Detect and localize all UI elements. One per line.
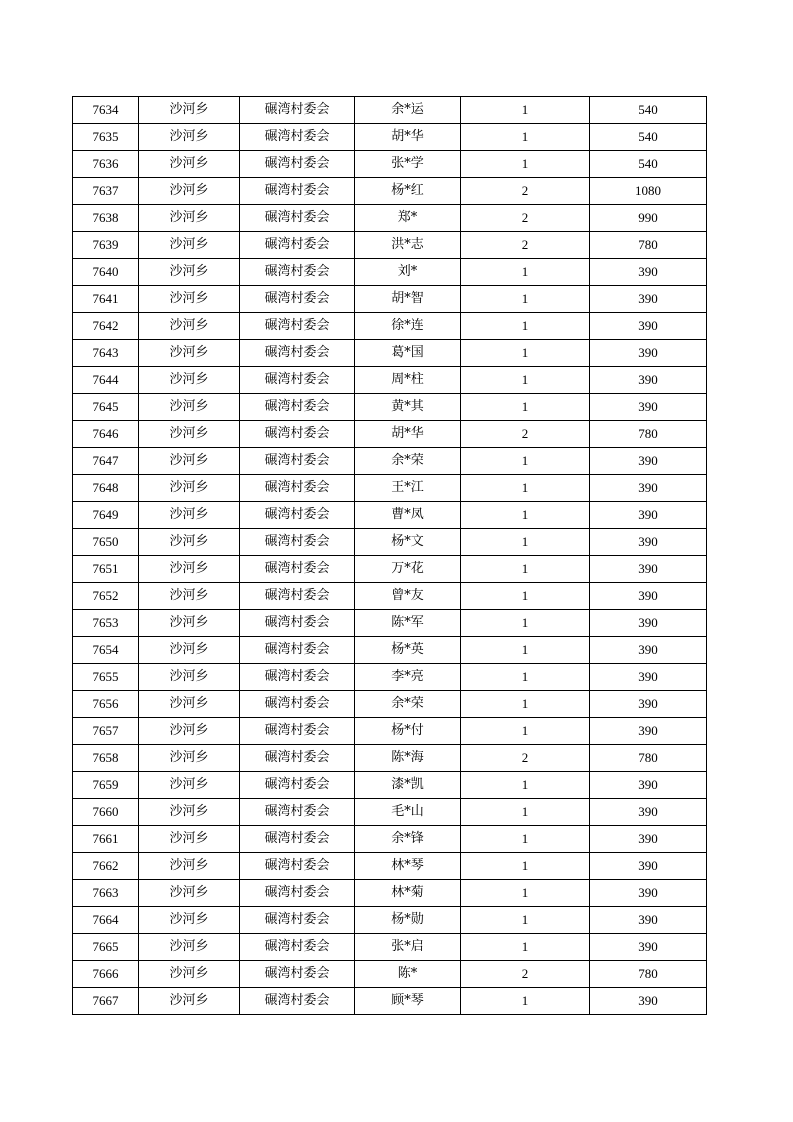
name-cell: 杨*付	[355, 718, 461, 745]
serial-number-cell: 7641	[73, 286, 139, 313]
township-cell: 沙河乡	[139, 205, 240, 232]
serial-number-cell: 7636	[73, 151, 139, 178]
amount-cell: 390	[590, 907, 707, 934]
amount-cell: 390	[590, 934, 707, 961]
name-cell: 徐*连	[355, 313, 461, 340]
amount-cell: 390	[590, 448, 707, 475]
amount-cell: 390	[590, 367, 707, 394]
amount-cell: 390	[590, 691, 707, 718]
village-committee-cell: 碾湾村委会	[240, 772, 355, 799]
name-cell: 黄*其	[355, 394, 461, 421]
township-cell: 沙河乡	[139, 610, 240, 637]
amount-cell: 390	[590, 583, 707, 610]
township-cell: 沙河乡	[139, 772, 240, 799]
household-count-cell: 1	[461, 772, 590, 799]
table-row	[73, 502, 707, 529]
table-row	[73, 853, 707, 880]
amount-cell: 780	[590, 745, 707, 772]
name-cell: 杨*红	[355, 178, 461, 205]
amount-cell: 540	[590, 124, 707, 151]
amount-cell: 390	[590, 610, 707, 637]
table-row	[73, 664, 707, 691]
serial-number-cell: 7640	[73, 259, 139, 286]
name-cell: 胡*华	[355, 421, 461, 448]
household-count-cell: 1	[461, 610, 590, 637]
village-committee-cell: 碾湾村委会	[240, 124, 355, 151]
township-cell: 沙河乡	[139, 637, 240, 664]
amount-cell: 390	[590, 259, 707, 286]
township-cell: 沙河乡	[139, 124, 240, 151]
village-committee-cell: 碾湾村委会	[240, 934, 355, 961]
amount-cell: 390	[590, 340, 707, 367]
township-cell: 沙河乡	[139, 745, 240, 772]
name-cell: 葛*国	[355, 340, 461, 367]
name-cell: 余*荣	[355, 691, 461, 718]
amount-cell: 390	[590, 529, 707, 556]
table-row	[73, 124, 707, 151]
household-count-cell: 2	[461, 961, 590, 988]
household-count-cell: 1	[461, 637, 590, 664]
village-committee-cell: 碾湾村委会	[240, 448, 355, 475]
name-cell: 林*菊	[355, 880, 461, 907]
household-count-cell: 1	[461, 97, 590, 124]
amount-cell: 390	[590, 826, 707, 853]
serial-number-cell: 7658	[73, 745, 139, 772]
name-cell: 林*琴	[355, 853, 461, 880]
household-count-cell: 1	[461, 691, 590, 718]
table-row	[73, 340, 707, 367]
township-cell: 沙河乡	[139, 907, 240, 934]
amount-cell: 390	[590, 475, 707, 502]
amount-cell: 390	[590, 637, 707, 664]
township-cell: 沙河乡	[139, 934, 240, 961]
township-cell: 沙河乡	[139, 502, 240, 529]
household-count-cell: 2	[461, 178, 590, 205]
village-committee-cell: 碾湾村委会	[240, 367, 355, 394]
table-row	[73, 718, 707, 745]
township-cell: 沙河乡	[139, 421, 240, 448]
serial-number-cell: 7649	[73, 502, 139, 529]
name-cell: 余*运	[355, 97, 461, 124]
village-committee-cell: 碾湾村委会	[240, 799, 355, 826]
township-cell: 沙河乡	[139, 394, 240, 421]
name-cell: 郑*	[355, 205, 461, 232]
amount-cell: 390	[590, 394, 707, 421]
name-cell: 胡*智	[355, 286, 461, 313]
name-cell: 陈*军	[355, 610, 461, 637]
household-count-cell: 1	[461, 340, 590, 367]
table-row	[73, 772, 707, 799]
serial-number-cell: 7639	[73, 232, 139, 259]
table-row	[73, 745, 707, 772]
village-committee-cell: 碾湾村委会	[240, 394, 355, 421]
serial-number-cell: 7652	[73, 583, 139, 610]
serial-number-cell: 7648	[73, 475, 139, 502]
serial-number-cell: 7667	[73, 988, 139, 1015]
table-row	[73, 97, 707, 124]
serial-number-cell: 7655	[73, 664, 139, 691]
township-cell: 沙河乡	[139, 475, 240, 502]
village-committee-cell: 碾湾村委会	[240, 232, 355, 259]
amount-cell: 390	[590, 772, 707, 799]
serial-number-cell: 7653	[73, 610, 139, 637]
township-cell: 沙河乡	[139, 448, 240, 475]
table-row	[73, 934, 707, 961]
village-committee-cell: 碾湾村委会	[240, 151, 355, 178]
household-count-cell: 1	[461, 799, 590, 826]
amount-cell: 780	[590, 421, 707, 448]
amount-cell: 990	[590, 205, 707, 232]
township-cell: 沙河乡	[139, 988, 240, 1015]
household-count-cell: 1	[461, 664, 590, 691]
village-committee-cell: 碾湾村委会	[240, 421, 355, 448]
village-committee-cell: 碾湾村委会	[240, 745, 355, 772]
name-cell: 顾*琴	[355, 988, 461, 1015]
village-committee-cell: 碾湾村委会	[240, 475, 355, 502]
name-cell: 王*江	[355, 475, 461, 502]
township-cell: 沙河乡	[139, 664, 240, 691]
township-cell: 沙河乡	[139, 583, 240, 610]
table-row	[73, 961, 707, 988]
table-row	[73, 529, 707, 556]
village-committee-cell: 碾湾村委会	[240, 178, 355, 205]
amount-cell: 540	[590, 97, 707, 124]
name-cell: 刘*	[355, 259, 461, 286]
township-cell: 沙河乡	[139, 178, 240, 205]
table-row	[73, 394, 707, 421]
table-row	[73, 988, 707, 1015]
township-cell: 沙河乡	[139, 97, 240, 124]
serial-number-cell: 7635	[73, 124, 139, 151]
amount-cell: 390	[590, 556, 707, 583]
township-cell: 沙河乡	[139, 961, 240, 988]
household-count-cell: 1	[461, 286, 590, 313]
household-count-cell: 1	[461, 880, 590, 907]
household-count-cell: 1	[461, 826, 590, 853]
village-committee-cell: 碾湾村委会	[240, 880, 355, 907]
township-cell: 沙河乡	[139, 286, 240, 313]
village-committee-cell: 碾湾村委会	[240, 718, 355, 745]
serial-number-cell: 7656	[73, 691, 139, 718]
amount-cell: 390	[590, 718, 707, 745]
village-committee-cell: 碾湾村委会	[240, 907, 355, 934]
serial-number-cell: 7663	[73, 880, 139, 907]
township-cell: 沙河乡	[139, 367, 240, 394]
household-count-cell: 1	[461, 718, 590, 745]
village-committee-cell: 碾湾村委会	[240, 259, 355, 286]
household-count-cell: 1	[461, 124, 590, 151]
serial-number-cell: 7651	[73, 556, 139, 583]
township-cell: 沙河乡	[139, 529, 240, 556]
serial-number-cell: 7665	[73, 934, 139, 961]
household-count-cell: 1	[461, 313, 590, 340]
serial-number-cell: 7650	[73, 529, 139, 556]
household-count-cell: 2	[461, 205, 590, 232]
name-cell: 漆*凯	[355, 772, 461, 799]
amount-cell: 1080	[590, 178, 707, 205]
village-committee-cell: 碾湾村委会	[240, 988, 355, 1015]
household-count-cell: 1	[461, 988, 590, 1015]
table-row	[73, 178, 707, 205]
table-row	[73, 151, 707, 178]
township-cell: 沙河乡	[139, 853, 240, 880]
village-committee-cell: 碾湾村委会	[240, 610, 355, 637]
table-row	[73, 286, 707, 313]
name-cell: 张*启	[355, 934, 461, 961]
village-committee-cell: 碾湾村委会	[240, 583, 355, 610]
serial-number-cell: 7664	[73, 907, 139, 934]
name-cell: 毛*山	[355, 799, 461, 826]
serial-number-cell: 7642	[73, 313, 139, 340]
village-committee-cell: 碾湾村委会	[240, 826, 355, 853]
township-cell: 沙河乡	[139, 826, 240, 853]
township-cell: 沙河乡	[139, 718, 240, 745]
household-count-cell: 1	[461, 556, 590, 583]
table-row	[73, 313, 707, 340]
township-cell: 沙河乡	[139, 691, 240, 718]
serial-number-cell: 7637	[73, 178, 139, 205]
table-row	[73, 826, 707, 853]
name-cell: 陈*	[355, 961, 461, 988]
table-row	[73, 556, 707, 583]
village-committee-cell: 碾湾村委会	[240, 637, 355, 664]
data-table	[72, 96, 707, 1015]
village-committee-cell: 碾湾村委会	[240, 97, 355, 124]
name-cell: 杨*文	[355, 529, 461, 556]
amount-cell: 390	[590, 313, 707, 340]
serial-number-cell: 7647	[73, 448, 139, 475]
serial-number-cell: 7654	[73, 637, 139, 664]
name-cell: 余*荣	[355, 448, 461, 475]
township-cell: 沙河乡	[139, 556, 240, 583]
serial-number-cell: 7644	[73, 367, 139, 394]
township-cell: 沙河乡	[139, 799, 240, 826]
table-row	[73, 583, 707, 610]
village-committee-cell: 碾湾村委会	[240, 502, 355, 529]
village-committee-cell: 碾湾村委会	[240, 853, 355, 880]
village-committee-cell: 碾湾村委会	[240, 556, 355, 583]
name-cell: 曹*凤	[355, 502, 461, 529]
village-committee-cell: 碾湾村委会	[240, 664, 355, 691]
household-count-cell: 1	[461, 475, 590, 502]
household-count-cell: 2	[461, 232, 590, 259]
name-cell: 张*学	[355, 151, 461, 178]
household-count-cell: 1	[461, 529, 590, 556]
table-row	[73, 880, 707, 907]
table-row	[73, 610, 707, 637]
serial-number-cell: 7661	[73, 826, 139, 853]
name-cell: 杨*英	[355, 637, 461, 664]
name-cell: 李*亮	[355, 664, 461, 691]
table-row	[73, 907, 707, 934]
serial-number-cell: 7645	[73, 394, 139, 421]
serial-number-cell: 7666	[73, 961, 139, 988]
amount-cell: 390	[590, 502, 707, 529]
household-count-cell: 1	[461, 934, 590, 961]
township-cell: 沙河乡	[139, 340, 240, 367]
serial-number-cell: 7659	[73, 772, 139, 799]
village-committee-cell: 碾湾村委会	[240, 691, 355, 718]
table-row	[73, 637, 707, 664]
village-committee-cell: 碾湾村委会	[240, 286, 355, 313]
table-row	[73, 259, 707, 286]
household-count-cell: 1	[461, 367, 590, 394]
village-committee-cell: 碾湾村委会	[240, 340, 355, 367]
table-row	[73, 367, 707, 394]
village-committee-cell: 碾湾村委会	[240, 961, 355, 988]
name-cell: 陈*海	[355, 745, 461, 772]
table-row	[73, 421, 707, 448]
amount-cell: 390	[590, 988, 707, 1015]
amount-cell: 540	[590, 151, 707, 178]
table-row	[73, 448, 707, 475]
household-count-cell: 1	[461, 394, 590, 421]
township-cell: 沙河乡	[139, 313, 240, 340]
amount-cell: 780	[590, 232, 707, 259]
name-cell: 余*锋	[355, 826, 461, 853]
household-count-cell: 2	[461, 745, 590, 772]
table-row	[73, 691, 707, 718]
serial-number-cell: 7660	[73, 799, 139, 826]
household-count-cell: 1	[461, 151, 590, 178]
serial-number-cell: 7634	[73, 97, 139, 124]
household-count-cell: 2	[461, 421, 590, 448]
township-cell: 沙河乡	[139, 880, 240, 907]
village-committee-cell: 碾湾村委会	[240, 205, 355, 232]
name-cell: 曾*友	[355, 583, 461, 610]
name-cell: 杨*勋	[355, 907, 461, 934]
name-cell: 胡*华	[355, 124, 461, 151]
household-count-cell: 1	[461, 448, 590, 475]
name-cell: 洪*志	[355, 232, 461, 259]
household-count-cell: 1	[461, 259, 590, 286]
amount-cell: 390	[590, 853, 707, 880]
township-cell: 沙河乡	[139, 151, 240, 178]
serial-number-cell: 7662	[73, 853, 139, 880]
amount-cell: 390	[590, 880, 707, 907]
serial-number-cell: 7638	[73, 205, 139, 232]
village-committee-cell: 碾湾村委会	[240, 529, 355, 556]
household-count-cell: 1	[461, 907, 590, 934]
serial-number-cell: 7657	[73, 718, 139, 745]
table-row	[73, 232, 707, 259]
table-row	[73, 205, 707, 232]
name-cell: 周*柱	[355, 367, 461, 394]
township-cell: 沙河乡	[139, 259, 240, 286]
amount-cell: 390	[590, 664, 707, 691]
table-row	[73, 475, 707, 502]
household-count-cell: 1	[461, 583, 590, 610]
table-body	[73, 97, 707, 1015]
household-count-cell: 1	[461, 853, 590, 880]
serial-number-cell: 7646	[73, 421, 139, 448]
household-count-cell: 1	[461, 502, 590, 529]
serial-number-cell: 7643	[73, 340, 139, 367]
township-cell: 沙河乡	[139, 232, 240, 259]
amount-cell: 390	[590, 286, 707, 313]
amount-cell: 390	[590, 799, 707, 826]
amount-cell: 780	[590, 961, 707, 988]
name-cell: 万*花	[355, 556, 461, 583]
table-row	[73, 799, 707, 826]
village-committee-cell: 碾湾村委会	[240, 313, 355, 340]
